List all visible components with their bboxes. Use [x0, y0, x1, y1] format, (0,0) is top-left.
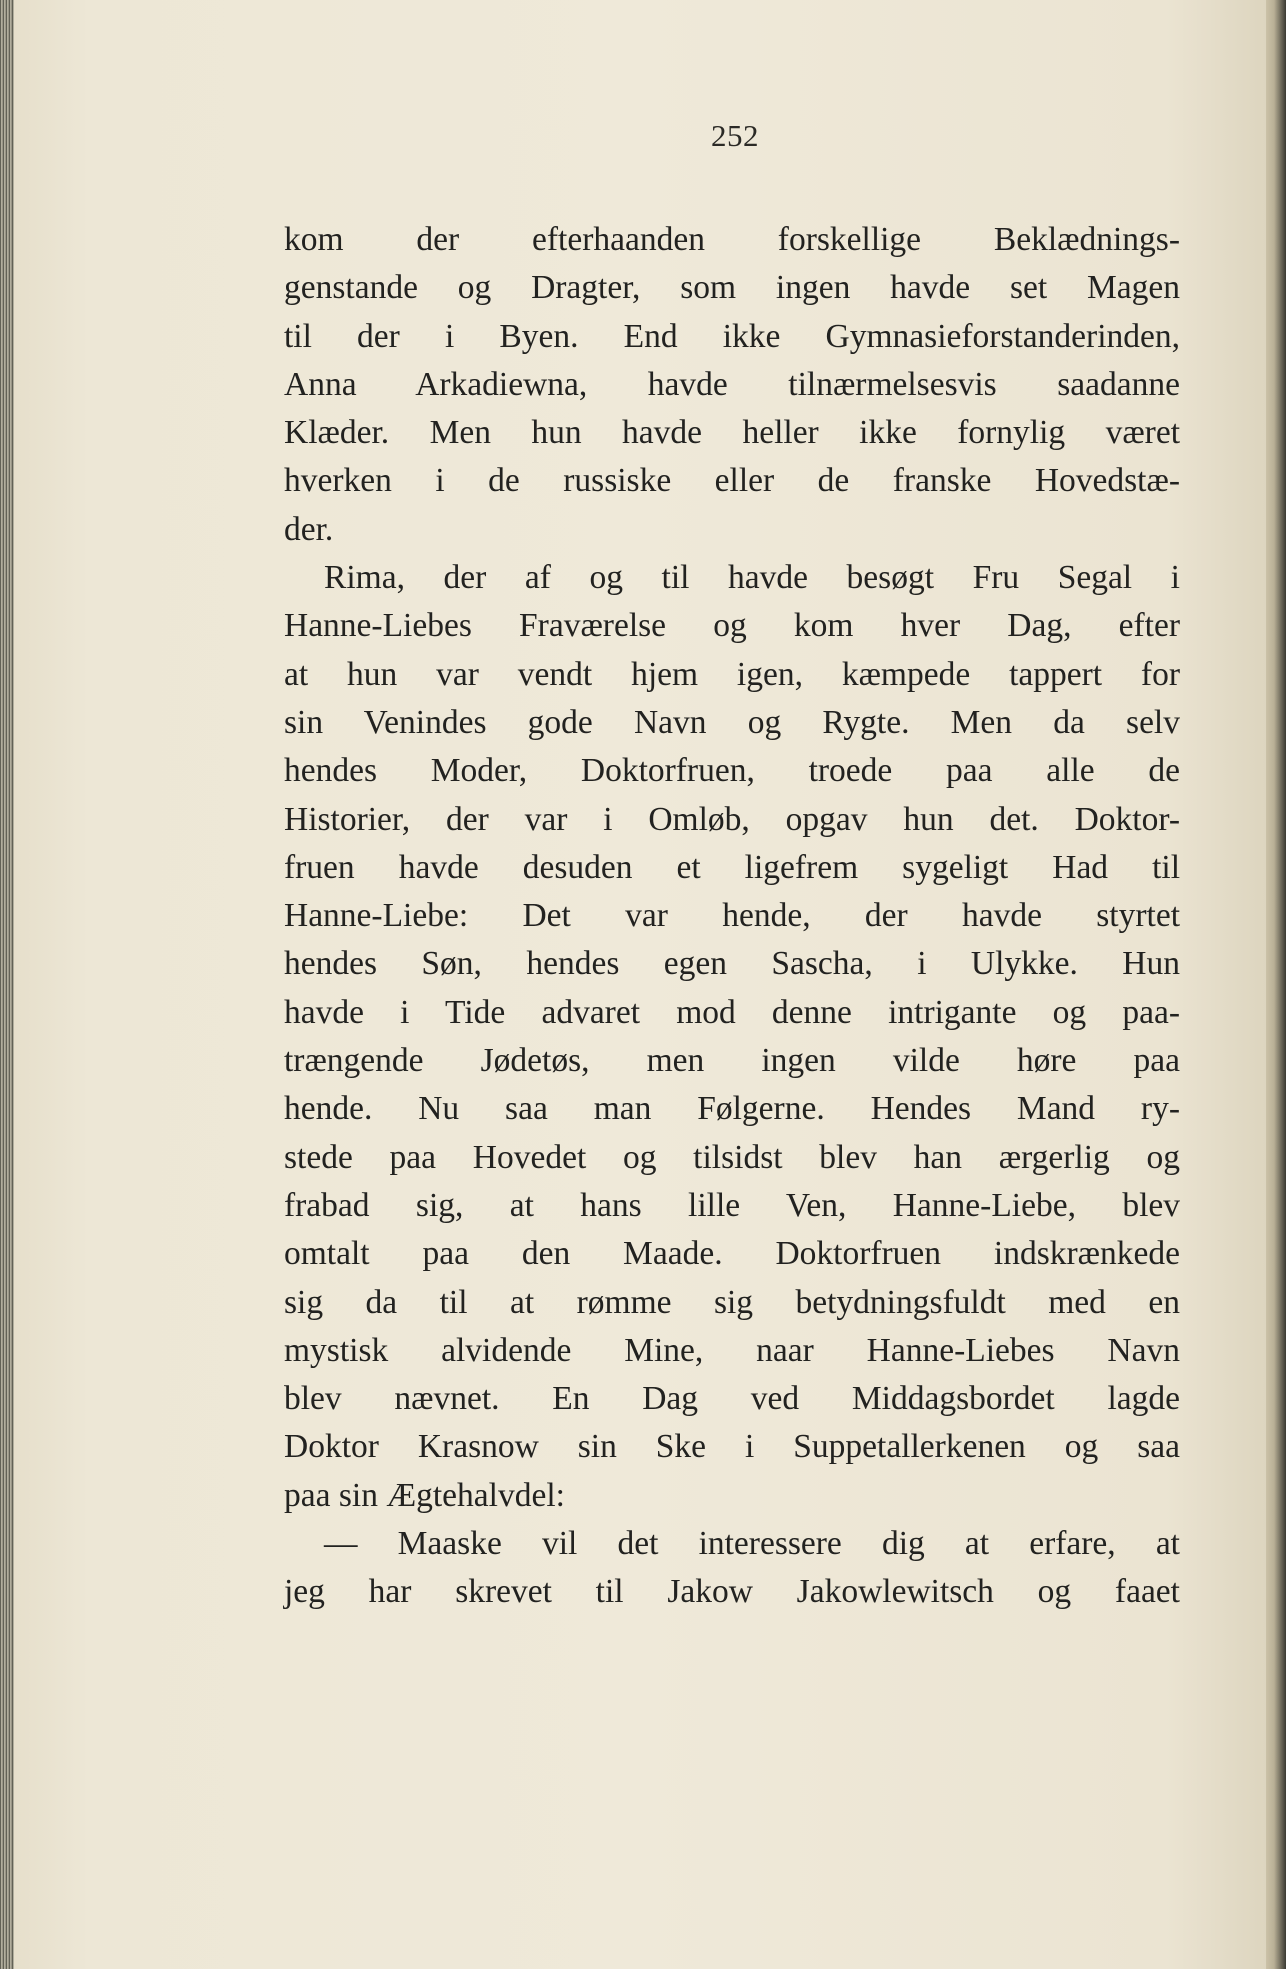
text-line: at hun var vendt hjem igen, kæmpede tappert for — [284, 655, 1180, 693]
text-line: Rima, der af og til havde besøgt Fru Segal i — [324, 559, 1180, 597]
text-line: jeg har skrevet til Jakow Jakowlewitsch og faaet — [284, 1573, 1180, 1611]
text-line: hendes Moder, Doktorfruen, troede paa alle de — [284, 752, 1180, 790]
text-line: der. — [284, 510, 334, 548]
page-edge-shadow — [1266, 0, 1286, 1969]
text-line: Anna Arkadiewna, havde tilnærmelsesvis saadanne — [284, 365, 1180, 403]
text-line: Historier, der var i Omløb, opgav hun det. Doktor- — [284, 800, 1180, 838]
text-line: genstande og Dragter, som ingen havde set Magen — [284, 269, 1180, 307]
text-line: hende. Nu saa man Følgerne. Hendes Mand ry- — [284, 1090, 1180, 1128]
text-line: hverken i de russiske eller de franske Hovedstæ- — [284, 462, 1180, 500]
text-line: blev nævnet. En Dag ved Middagsbordet lagde — [284, 1380, 1180, 1418]
text-line: kom der efterhaanden forskellige Beklædnings- — [284, 221, 1180, 258]
text-line: mystisk alvidende Mine, naar Hanne-Liebes Navn — [284, 1331, 1180, 1369]
text-line: sin Venindes gode Navn og Rygte. Men da selv — [284, 703, 1180, 741]
text-line: Hanne-Liebes Fraværelse og kom hver Dag, efter — [284, 607, 1180, 645]
text-line: hendes Søn, hendes egen Sascha, i Ulykke. Hun — [284, 945, 1180, 983]
body-text — [284, 216, 1180, 1617]
text-line: frabad sig, at hans lille Ven, Hanne-Liebe, blev — [284, 1186, 1180, 1224]
book-spine-edge — [0, 0, 14, 1969]
text-line: stede paa Hovedet og tilsidst blev han ærgerlig og — [284, 1138, 1180, 1176]
text-line: Klæder. Men hun havde heller ikke fornylig været — [284, 414, 1180, 452]
text-line: omtalt paa den Maade. Doktorfruen indskrænkede — [284, 1235, 1180, 1273]
text-line: Doktor Krasnow sin Ske i Suppetallerkenen og saa — [284, 1428, 1180, 1466]
text-line: havde i Tide advaret mod denne intrigante og paa- — [284, 993, 1180, 1031]
page-number: 252 — [711, 118, 759, 153]
text-line: til der i Byen. End ikke Gymnasieforstanderinden, — [284, 317, 1180, 355]
text-line: sig da til at rømme sig betydningsfuldt med en — [284, 1283, 1180, 1321]
text-line: — Maaske vil det interessere dig at erfare, at — [324, 1525, 1180, 1563]
text-line: Hanne-Liebe: Det var hende, der havde styrtet — [284, 897, 1180, 935]
text-line: paa sin Ægtehalvdel: — [284, 1476, 565, 1514]
text-line: trængende Jødetøs, men ingen vilde høre paa — [284, 1042, 1180, 1080]
text-line: fruen havde desuden et ligefrem sygeligt Had til — [284, 848, 1180, 886]
